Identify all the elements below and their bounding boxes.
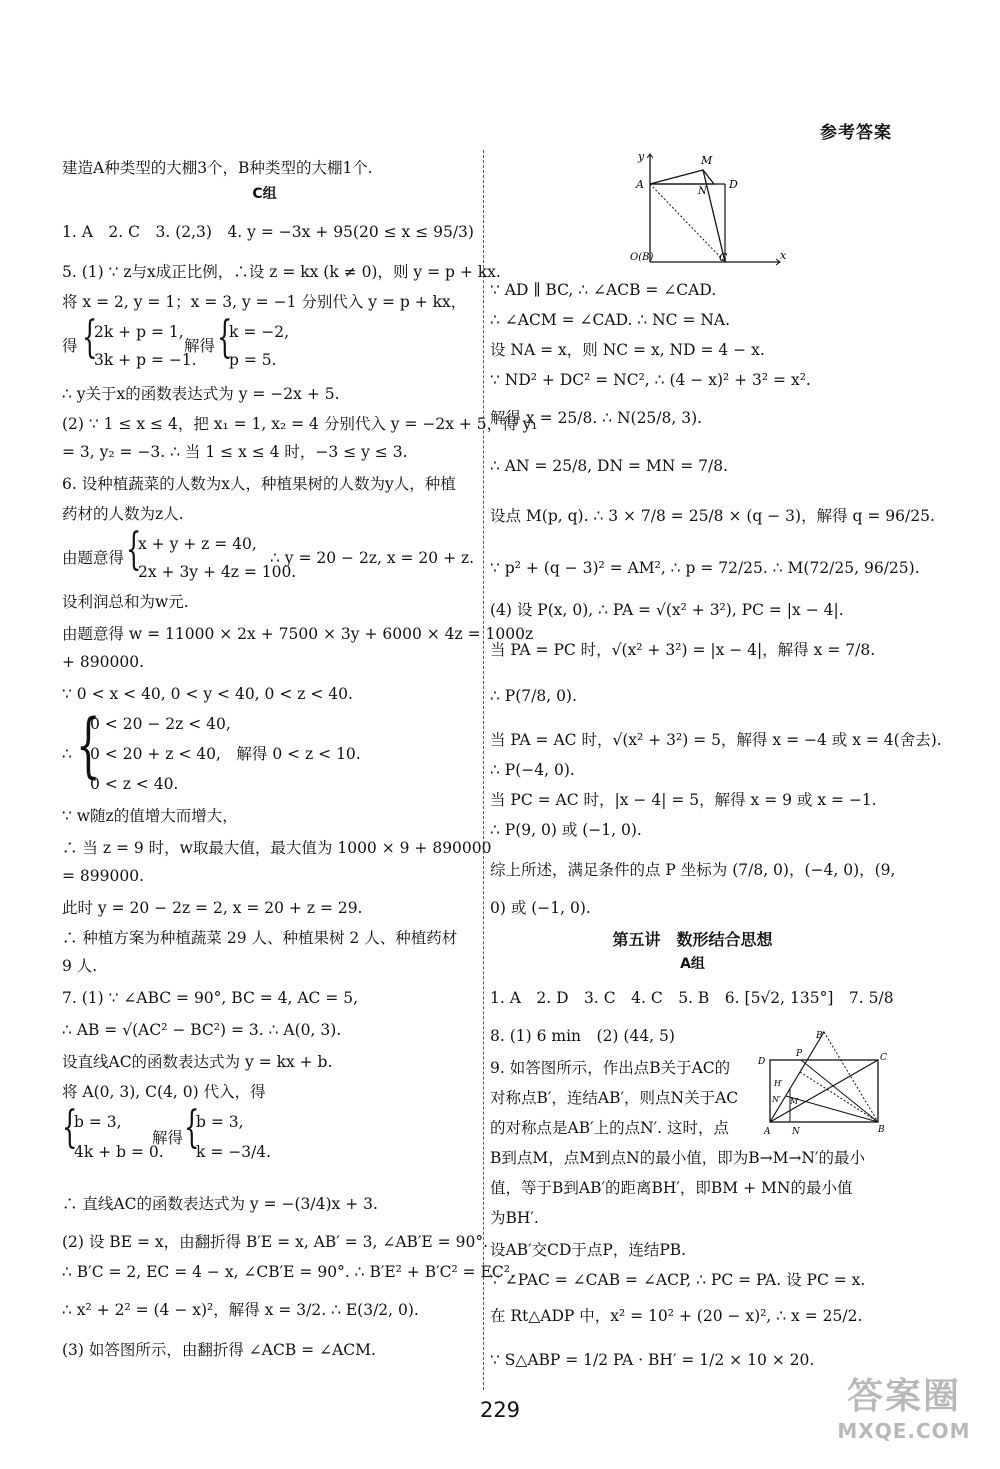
- text-line: ∵ ∠PAC = ∠CAB = ∠ACP, ∴ PC = PA. 设 PC = x.: [490, 1271, 866, 1289]
- brace: {: [76, 704, 101, 786]
- figure-label: A: [764, 1127, 771, 1137]
- group-title-c: C组: [252, 186, 277, 202]
- figure-label: D: [729, 178, 738, 191]
- figure-label: N: [698, 186, 707, 197]
- equation: x + y + z = 40,: [138, 535, 257, 553]
- text-line: 药材的人数为z人.: [62, 505, 184, 523]
- equation: 3k + p = −1.: [94, 351, 197, 369]
- text-line: 1. A 2. D 3. C 4. C 5. B 6. [5√2, 135°] 7. 5/8: [490, 989, 894, 1007]
- text-line: 此时 y = 20 − 2z = 2, x = 20 + z = 29.: [62, 899, 363, 917]
- equation: 2k + p = 1,: [94, 323, 184, 341]
- coordinate-figure: [630, 150, 800, 270]
- figure-label: N: [792, 1127, 800, 1137]
- text-line: ∵ ND² + DC² = NC², ∴ (4 − x)² + 3² = x².: [490, 371, 811, 389]
- brace: {: [126, 524, 142, 575]
- text-line: ∴ 种植方案为种植蔬菜 29 人、种植果树 2 人、种植药材: [62, 929, 458, 947]
- rectangle-figure: [758, 1028, 888, 1140]
- text-line: B到点M，点M到点N的最小值，即为B→M→N′的最小: [490, 1149, 866, 1167]
- lesson-title: 第五讲 数形结合思想: [612, 930, 773, 949]
- text-line: (2) 设 BE = x，由翻折得 B′E = x, AB′ = 3, ∠AB′E = 90°.: [62, 1233, 488, 1251]
- equation: 2x + 3y + 4z = 100.: [138, 563, 297, 581]
- text-line: 设 NA = x，则 NC = x, ND = 4 − x.: [490, 341, 765, 359]
- text-line: 在 Rt△ADP 中，x² = 10² + (20 − x)², ∴ x = 25/2.: [490, 1307, 863, 1325]
- figure-label: C: [719, 251, 728, 264]
- figure-label: H′: [774, 1079, 783, 1088]
- text-line: 设AB′交CD于点P，连结PB.: [490, 1241, 687, 1259]
- text-line: ∴: [62, 745, 72, 763]
- text-line: 0) 或 (−1, 0).: [490, 899, 591, 917]
- text-line: ∵ S△ABP = 1/2 PA · BH′ = 1/2 × 10 × 20.: [490, 1351, 815, 1369]
- figure-label: B: [878, 1125, 885, 1135]
- equation: p = 5.: [229, 351, 277, 369]
- group-title-a: A组: [680, 956, 705, 972]
- text-line: 设直线AC的函数表达式为 y = kx + b.: [62, 1053, 333, 1071]
- text-line: ∴ P(9, 0) 或 (−1, 0).: [490, 821, 642, 839]
- text-line: 9. 如答图所示，作出点B关于AC的: [490, 1059, 731, 1077]
- text-line: ∴ y = 20 − 2z, x = 20 + z.: [270, 549, 475, 567]
- text-line: ∵ w随z的值增大而增大，: [62, 807, 238, 825]
- text-line: = 899000.: [62, 867, 145, 885]
- text-line: ∴ y关于x的函数表达式为 y = −2x + 5.: [62, 385, 340, 403]
- text-line: 由题意得 w = 11000 × 2x + 7500 × 3y + 6000 × 4z = 1000z: [62, 625, 534, 643]
- text-line: 将 A(0, 3), C(4, 0) 代入，得: [62, 1083, 266, 1101]
- text-line: ∴ ∠ACM = ∠CAD. ∴ NC = NA.: [490, 311, 731, 329]
- figure-label: C: [880, 1053, 887, 1063]
- watermark-text: 答案圈: [846, 1376, 961, 1417]
- text-line: 设利润总和为w元.: [62, 593, 189, 611]
- text-line: ∴ 当 z = 9 时，w取最大值，最大值为 1000 × 9 + 890000: [62, 839, 492, 857]
- text-line: ∵ 0 < x < 40, 0 < y < 40, 0 < z < 40.: [62, 685, 353, 703]
- figure-label: B′: [816, 1031, 825, 1041]
- text-line: 值，等于B到AB′的距离BH′，即BM + MN的最小值: [490, 1179, 853, 1197]
- equation: 4k + b = 0.: [74, 1143, 164, 1161]
- text-line: 当 PC = AC 时，|x − 4| = 5，解得 x = 9 或 x = −1.: [490, 791, 877, 809]
- figure-label: P: [796, 1049, 803, 1059]
- figure-label: O(B): [630, 252, 654, 263]
- equation: 0 < z < 40.: [90, 775, 179, 793]
- equation: b = 3,: [196, 1113, 244, 1131]
- text-line: 得: [62, 337, 78, 355]
- text-line: 5. (1) ∵ z与x成正比例，∴设 z = kx (k ≠ 0)，则 y = p + kx.: [62, 263, 501, 281]
- text-line: ∴ B′C = 2, EC = 4 − x, ∠CB′E = 90°. ∴ B′E² + B′C² = EC².: [62, 1263, 515, 1281]
- text-line: 设点 M(p, q). ∴ 3 × 7/8 = 25/8 × (q − 3)，解得 q = 96/25.: [490, 507, 935, 525]
- text-line: 由题意得: [62, 549, 125, 567]
- equation: k = −2,: [229, 323, 290, 341]
- text-line: 1. A 2. C 3. (2,3) 4. y = −3x + 95(20 ≤ x ≤ 95/3): [62, 223, 474, 241]
- text-line: 的对称点是AB′上的点N′. 这时，点: [490, 1119, 730, 1137]
- column-divider: [483, 150, 484, 1390]
- text-line: ∴ P(−4, 0).: [490, 761, 575, 779]
- text-line: ∵ p² + (q − 3)² = AM², ∴ p = 72/25. ∴ M(72/25, 96/25).: [490, 559, 920, 577]
- text-line: 7. (1) ∵ ∠ABC = 90°, BC = 4, AC = 5,: [62, 989, 359, 1007]
- text-line: 6. 设种植蔬菜的人数为x人，种植果树的人数为y人，种植: [62, 475, 456, 493]
- text-line: 将 x = 2, y = 1；x = 3, y = −1 分别代入 y = p + kx，: [62, 293, 467, 311]
- text-line: ∴ AB = √(AC² − BC²) = 3. ∴ A(0, 3).: [62, 1021, 342, 1039]
- text-line: 8. (1) 6 min (2) (44, 5): [490, 1027, 675, 1045]
- text-line: 解得 x = 25/8. ∴ N(25/8, 3).: [490, 409, 703, 427]
- text-line: 对称点B′，连结AB′，则点N关于AC: [490, 1089, 739, 1107]
- equation: 0 < 20 − 2z < 40,: [90, 715, 231, 733]
- text-line: 建造A种类型的大棚3个，B种类型的大棚1个.: [62, 159, 373, 177]
- figure-label: x: [780, 249, 787, 262]
- text-line: ∴ 直线AC的函数表达式为 y = −(3/4)x + 3.: [62, 1195, 378, 1213]
- page-number: 229: [479, 1398, 521, 1422]
- figure-label: D: [758, 1057, 766, 1067]
- brace: {: [62, 1102, 78, 1153]
- text-line: 9 人.: [62, 957, 98, 975]
- figure-label: N′: [772, 1095, 781, 1104]
- text-line: ∴ AN = 25/8, DN = MN = 7/8.: [490, 457, 729, 475]
- text-line: 当 PA = AC 时，√(x² + 3²) = 5，解得 x = −4 或 x = 4(舍去).: [490, 731, 942, 749]
- equation: 0 < 20 + z < 40, 解得 0 < z < 10.: [90, 745, 361, 763]
- text-line: 为BH′.: [490, 1209, 539, 1227]
- text-line: 解得: [152, 1129, 184, 1147]
- figure-label: y: [638, 150, 645, 163]
- watermark-url: MXQE.COM: [837, 1419, 971, 1443]
- brace: {: [82, 312, 98, 363]
- figure-label: M: [701, 154, 713, 167]
- text-line: (4) 设 P(x, 0), ∴ PA = √(x² + 3²), PC = |x − 4|.: [490, 601, 844, 619]
- equation: b = 3,: [74, 1113, 122, 1131]
- brace: {: [217, 312, 233, 363]
- text-line: 综上所述，满足条件的点 P 坐标为 (7/8, 0)，(−4, 0)，(9,: [490, 861, 896, 879]
- text-line: (3) 如答图所示，由翻折得 ∠ACB = ∠ACM.: [62, 1341, 376, 1359]
- text-line: 当 PA = PC 时，√(x² + 3²) = |x − 4|，解得 x = 7/8.: [490, 641, 876, 659]
- watermark-logo: [830, 1375, 978, 1451]
- brace: {: [184, 1102, 200, 1153]
- header-title: 参考答案: [820, 123, 892, 143]
- text-line: 解得: [184, 337, 216, 355]
- text-line: + 890000.: [62, 653, 145, 671]
- figure-label: M: [790, 1097, 799, 1106]
- text-line: ∴ P(7/8, 0).: [490, 687, 577, 705]
- text-line: ∴ x² + 2² = (4 − x)²，解得 x = 3/2. ∴ E(3/2, 0).: [62, 1301, 419, 1319]
- text-line: (2) ∵ 1 ≤ x ≤ 4，把 x₁ = 1, x₂ = 4 分别代入 y = −2x + 5，得 y₁: [62, 415, 538, 433]
- equation: k = −3/4.: [196, 1143, 272, 1161]
- text-line: ∵ AD ∥ BC, ∴ ∠ACB = ∠CAD.: [490, 281, 717, 299]
- figure-label: A: [636, 178, 644, 191]
- text-line: = 3, y₂ = −3. ∴ 当 1 ≤ x ≤ 4 时，−3 ≤ y ≤ 3.: [62, 443, 408, 461]
